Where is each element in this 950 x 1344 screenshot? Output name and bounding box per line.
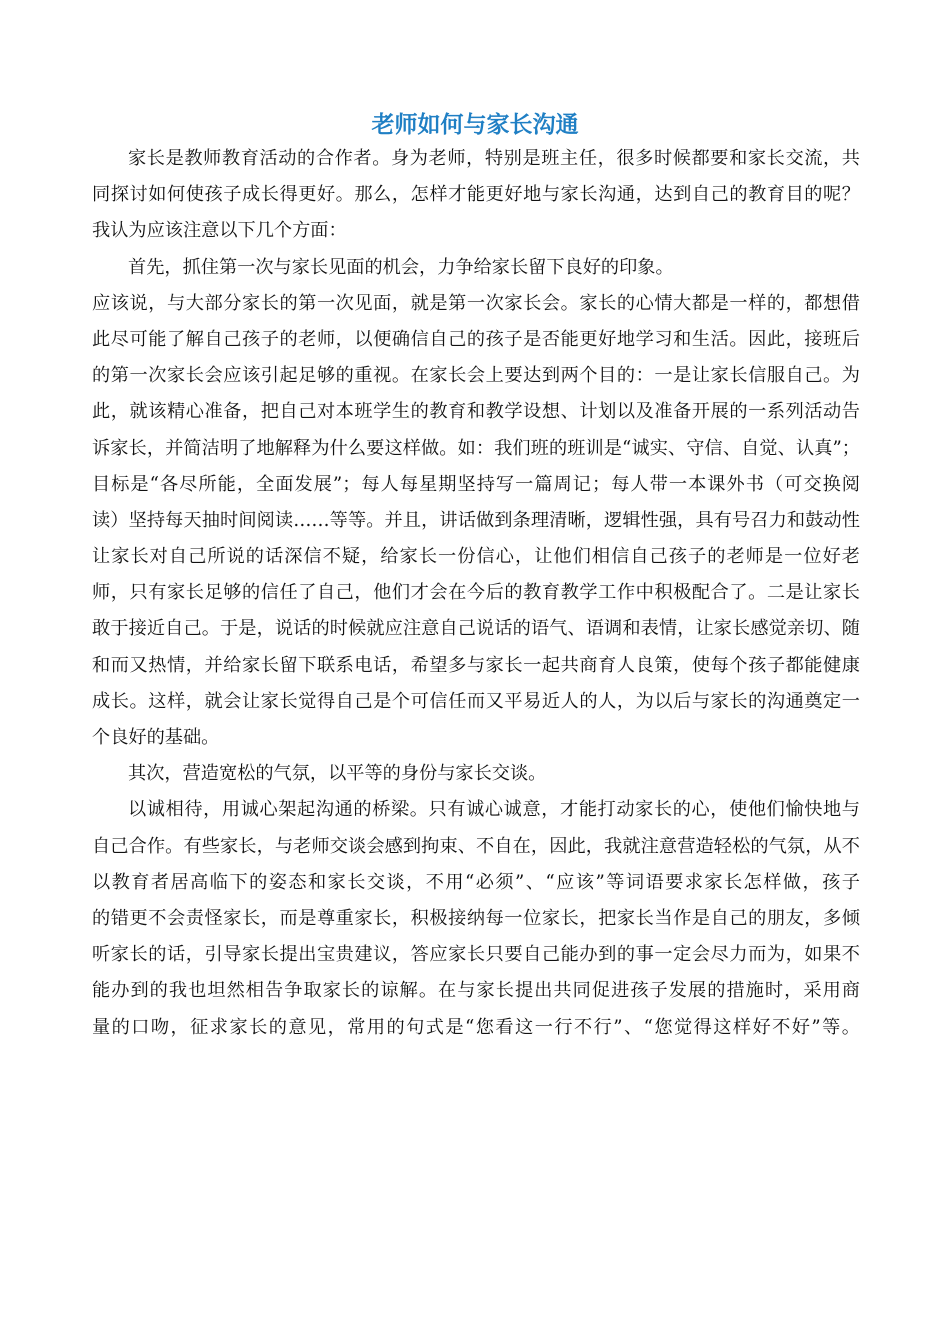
text-line: 以教育者居高临下的姿态和家长交谈，不用“必须”、“应该”等词语要求家长怎样做，孩子 — [92, 871, 860, 893]
text-line: 自己合作。有些家长，与老师交谈会感到拘束、不自在，因此，我就注意营造轻松的气氛，从不 — [92, 835, 860, 857]
text-line: 我认为应该注意以下几个方面： — [92, 220, 347, 242]
text-line: 的错更不会责怪家长，而是尊重家长，积极接纳每一位家长，把家长当作是自己的朋友，多倾 — [92, 907, 860, 929]
document-body — [92, 141, 860, 1046]
text-line: 能办到的我也坦然相告争取家长的谅解。在与家长提出共同促进孩子发展的措施时，采用商 — [92, 980, 860, 1002]
document-title: 老师如何与家长沟通 — [371, 111, 579, 138]
text-line: 师，只有家长足够的信任了自己，他们才会在今后的教育教学工作中积极配合了。二是让家长 — [92, 582, 860, 604]
text-line: 听家长的话，引导家长提出宝贵建议，答应家长只要自己能办到的事一定会尽力而为，如果不 — [92, 944, 860, 966]
text-line: 首先，抓住第一次与家长见面的机会，力争给家长留下良好的印象。 — [128, 256, 674, 278]
text-line: 家长是教师教育活动的合作者。身为老师，特别是班主任，很多时候都要和家长交流，共 — [128, 148, 860, 169]
text-line: 让家长对自己所说的话深信不疑，给家长一份信心，让他们相信自己孩子的老师是一位好老 — [92, 546, 860, 568]
text-line: 其次，营造宽松的气氛，以平等的身份与家长交谈。 — [128, 763, 547, 785]
text-line: 应该说，与大部分家长的第一次见面，就是第一次家长会。家长的心情大都是一样的，都想借 — [92, 292, 860, 314]
text-line: 此，就该精心准备，把自己对本班学生的教育和教学设想、计划以及准备开展的一系列活动告 — [92, 401, 860, 423]
text-line: 和而又热情，并给家长留下联系电话，希望多与家长一起共商育人良策，使每个孩子都能健康 — [92, 654, 860, 676]
text-line: 目标是“各尽所能，全面发展”；每人每星期坚持写一篇周记；每人带一本课外书（可交换阅 — [92, 473, 860, 495]
text-line: 量的口吻，征求家长的意见，常用的句式是“您看这一行不行”、“您觉得这样好不好”等。 — [92, 1016, 860, 1038]
text-line: 此尽可能了解自己孩子的老师，以便确信自己的孩子是否能更好地学习和生活。因此，接班后 — [92, 328, 860, 350]
text-line: 以诚相待，用诚心架起沟通的桥梁。只有诚心诚意，才能打动家长的心，使他们愉快地与 — [128, 799, 860, 821]
text-line: 诉家长，并简洁明了地解释为什么要这样做。如：我们班的班训是“诚实、守信、自觉、认真”； — [92, 437, 860, 459]
text-line: 的第一次家长会应该引起足够的重视。在家长会上要达到两个目的：一是让家长信服自己。为 — [92, 365, 860, 387]
text-line: 成长。这样，就会让家长觉得自己是个可信任而又平易近人的人，为以后与家长的沟通奠定一 — [92, 690, 860, 712]
text-line: 个良好的基础。 — [92, 727, 220, 748]
text-line: 同探讨如何使孩子成长得更好。那么，怎样才能更好地与家长沟通，达到自己的教育目的呢？ — [92, 184, 860, 206]
text-line: 读）坚持每天抽时间阅读……等等。并且，讲话做到条理清晰，逻辑性强，具有号召力和鼓动性 — [92, 509, 860, 531]
text-line: 敢于接近自己。于是，说话的时候就应注意自己说话的语气、语调和表情，让家长感觉亲切、随 — [92, 618, 860, 640]
